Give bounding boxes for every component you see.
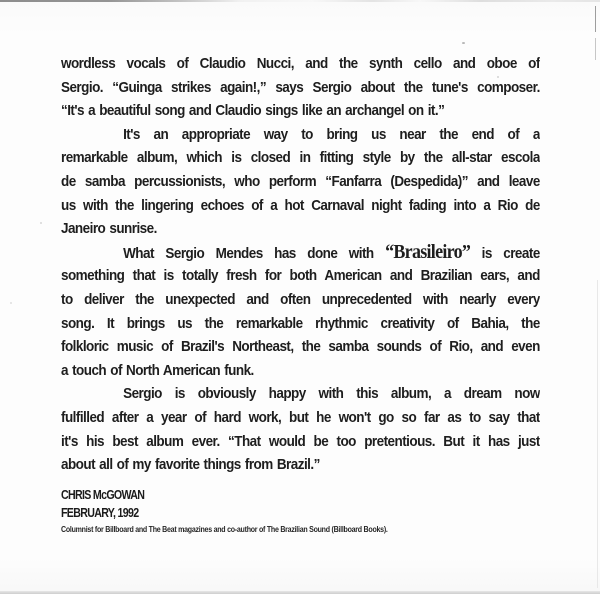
line-text: a touch of North American funk. <box>61 361 254 379</box>
line-text: to deliver the unexpected and often unprecedented with nearly every <box>61 290 540 308</box>
text-line <box>61 241 540 265</box>
scan-mark-right-upper <box>595 6 596 32</box>
line-text: fulfilled after a year of hard work, but he won't go so far as to say that <box>61 408 540 426</box>
scan-mark-right-lower <box>595 38 596 60</box>
author-bio-note: Columnist for Billboard and The Beat magazines and co-author of The Brazilian Sound (Billboard Books). <box>61 524 388 534</box>
line-text: remarkable album, which is closed in fitting style by the all-star escola <box>61 149 540 167</box>
dust-speck <box>10 302 12 304</box>
text-line <box>61 99 540 123</box>
text-line <box>61 382 540 406</box>
line-text: song. It brings us the remarkable rhythmic creativity of Bahia, the <box>61 314 540 332</box>
text-line <box>61 312 540 336</box>
line-text: wordless vocals of Claudio Nucci, and the synth cello and oboe of <box>61 55 540 72</box>
text-line <box>61 359 540 383</box>
text-line <box>61 52 540 76</box>
scan-edge-right <box>597 280 598 588</box>
scan-edge-top <box>0 0 600 2</box>
line-text: Sergio is obviously happy with this album, a dream now <box>123 385 540 403</box>
text-line <box>61 288 540 312</box>
text-line <box>61 170 540 194</box>
text-line <box>61 430 540 454</box>
line-text: de samba percussionists, who perform “Fanfarra (Despedida)” and leave <box>61 172 540 190</box>
line-text: something that is totally fresh for both American and Brazilian ears, and <box>61 267 540 285</box>
line-text: It's an appropriate way to bring us near the end of a <box>123 125 540 143</box>
text-line <box>61 217 540 241</box>
line-text: What Sergio Mendes has done with <box>123 244 386 262</box>
line-text: folkloric music of Brazil's Northeast, the samba sounds of Rio, and even <box>61 338 540 356</box>
author-name: CHRIS McGOWAN <box>61 488 145 502</box>
credits-block <box>61 489 388 534</box>
text-line <box>61 406 540 430</box>
line-text: “It's a beautiful song and Claudio sings like an archangel on it.” <box>61 102 445 120</box>
line-text: is create <box>470 244 540 262</box>
line-text: Sergio. “Guinga strikes again!,” says Sergio about the tune's composer. <box>61 78 540 96</box>
paragraph <box>61 382 540 476</box>
text-line <box>61 453 540 477</box>
paragraph <box>61 241 540 383</box>
text-line <box>61 264 540 288</box>
article <box>61 52 540 477</box>
line-text: Janeiro sunrise. <box>61 220 157 238</box>
paragraph <box>61 123 540 241</box>
line-text: it's his best album ever. “That would be too pretentious. But it has just <box>61 432 540 450</box>
paragraph <box>61 52 540 123</box>
text-line <box>61 76 540 100</box>
album-title-text: “Brasileiro” <box>385 240 471 263</box>
line-text: us with the lingering echoes of a hot Carnaval night fading into a Rio de <box>61 196 540 214</box>
dust-speck <box>462 42 465 44</box>
text-line <box>61 146 540 170</box>
line-text: about all of my favorite things from Brazil.” <box>61 456 320 474</box>
text-line <box>61 335 540 359</box>
date-line: FEBRUARY, 1992 <box>61 506 139 520</box>
text-line <box>61 194 540 218</box>
dust-speck <box>40 222 42 224</box>
text-line <box>61 123 540 147</box>
